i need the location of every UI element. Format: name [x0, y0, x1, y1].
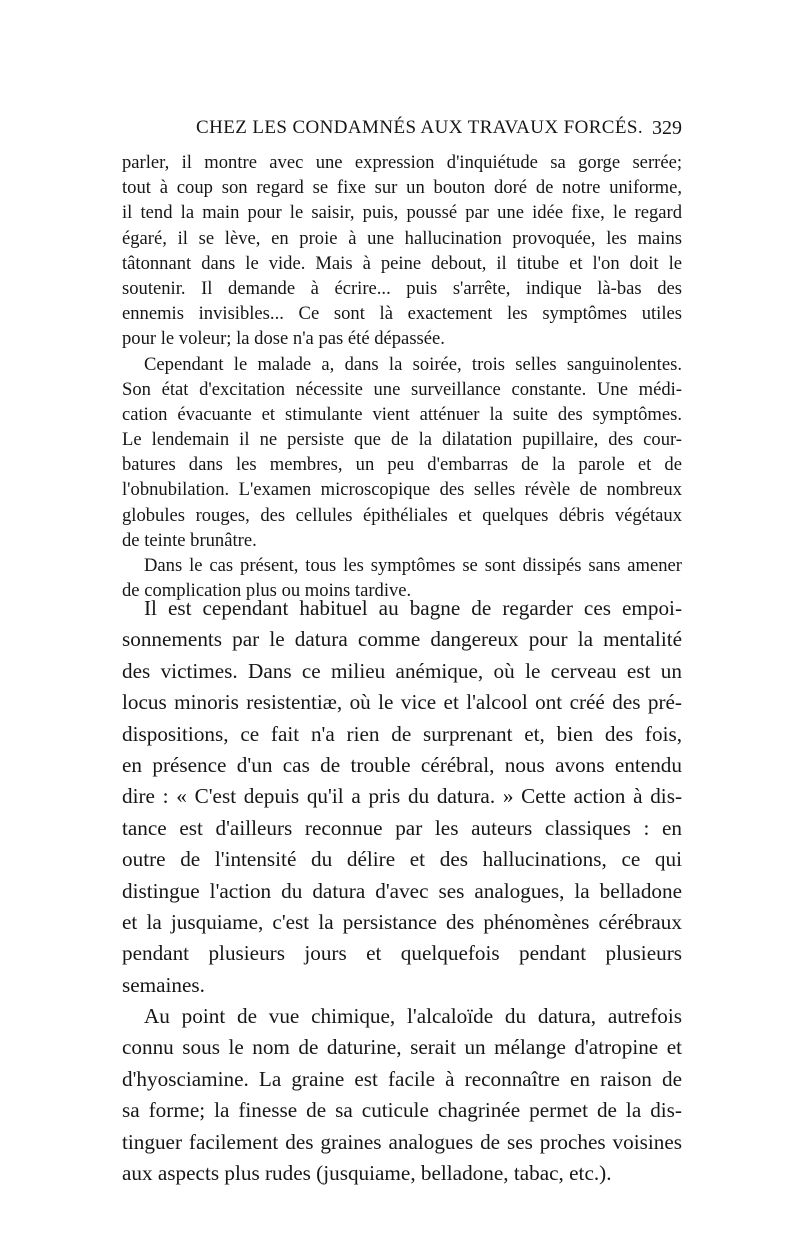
text-line: semaines.: [122, 972, 205, 997]
paragraph: [122, 150, 682, 352]
paragraph: [122, 593, 682, 1001]
running-head: [122, 114, 682, 144]
text-line: sa forme; la finesse de sa cuticule chagrinée permet de la dis-: [122, 1098, 682, 1123]
text-line: aux aspects plus rudes (jusquiame, belladone, tabac, etc.).: [122, 1161, 612, 1186]
text-line: Cependant le malade a, dans la soirée, trois selles sanguinolentes.: [144, 353, 682, 375]
text-line: Dans le cas présent, tous les symptômes se sont dissipés sans amener: [144, 555, 682, 576]
running-title: CHEZ LES CONDAMNÉS AUX TRAVAUX FORCÉS.: [196, 117, 643, 138]
text-line: batures dans les membres, un peu d'embarras de la parole et de: [122, 454, 682, 476]
text-line: soutenir. Il demande à écrire... puis s'arrête, indique là-bas des: [122, 277, 682, 299]
text-line: locus minoris resistentiæ, où le vice et l'alcool ont créé des pré-: [122, 690, 682, 715]
text-line: des victimes. Dans ce milieu anémique, où le cerveau est un: [122, 658, 682, 683]
text-line: d'hyosciamine. La graine est facile à reconnaître en raison de: [122, 1066, 682, 1091]
text-line: de teinte brunâtre.: [122, 529, 257, 551]
text-line: connu sous le nom de daturine, serait un mélange d'atropine et: [122, 1035, 682, 1060]
text-line: ennemis invisibles... Ce sont là exactement les symptômes utiles: [122, 303, 682, 325]
text-line: globules rouges, des cellules épithéliales et quelques débris végétaux: [122, 504, 682, 526]
text-line: il tend la main pour le saisir, puis, poussé par une idée fixe, le regard: [122, 202, 682, 224]
text-line: tout à coup son regard se fixe sur un bouton doré de notre uniforme,: [122, 177, 682, 199]
text-line: dispositions, ce fait n'a rien de surprenant et, bien des fois,: [122, 721, 682, 746]
text-line: Le lendemain il ne persiste que de la dilatation pupillaire, des cour-: [122, 429, 682, 451]
text-line: cation évacuante et stimulante vient atténuer la suite des symptômes.: [122, 403, 682, 425]
text-line: Son état d'excitation nécessite une surveillance constante. Une médi-: [122, 378, 682, 400]
text-line: de complication plus ou moins tardive.: [122, 580, 412, 602]
text-line: dire : « C'est depuis qu'il a pris du datura. » Cette action à dis-: [122, 784, 682, 809]
text-line: égaré, il se lève, en proie à une hallucination provoquée, les mains: [122, 227, 682, 249]
text-line: distingue l'action du datura d'avec ses analogues, la belladone: [122, 878, 682, 903]
text-line: l'obnubilation. L'examen microscopique des selles révèle de nombreux: [122, 479, 682, 501]
text-line: et la jusquiame, c'est la persistance des phénomènes cérébraux: [122, 909, 682, 934]
small-type-block: [122, 150, 682, 603]
text-line: pour le voleur; la dose n'a pas été dépassée.: [122, 328, 445, 350]
paragraph: [122, 352, 682, 554]
text-line: tâtonnant dans le vide. Mais à peine debout, il titube et l'on doit le: [122, 252, 682, 274]
text-line: Il est cependant habituel au bagne de regarder ces empoi-: [144, 596, 682, 620]
text-line: en présence d'un cas de trouble cérébral, nous avons entendu: [122, 752, 682, 777]
large-type-block: [122, 593, 682, 1189]
text-line: outre de l'intensité du délire et des hallucinations, ce qui: [122, 847, 682, 872]
text-line: tinguer facilement des graines analogues de ses proches voisines: [122, 1129, 682, 1154]
paragraph: [122, 1001, 682, 1189]
text-line: Au point de vue chimique, l'alcaloïde du datura, autrefois: [144, 1004, 682, 1029]
text-line: parler, il montre avec une expression d'inquiétude sa gorge serrée;: [122, 152, 682, 173]
text-line: tance est d'ailleurs reconnue par les auteurs classiques : en: [122, 815, 682, 840]
text-line: sonnements par le datura comme dangereux pour la mentalité: [122, 627, 682, 652]
page-number: 329: [652, 117, 682, 139]
text-line: pendant plusieurs jours et quelquefois pendant plusieurs: [122, 941, 682, 966]
